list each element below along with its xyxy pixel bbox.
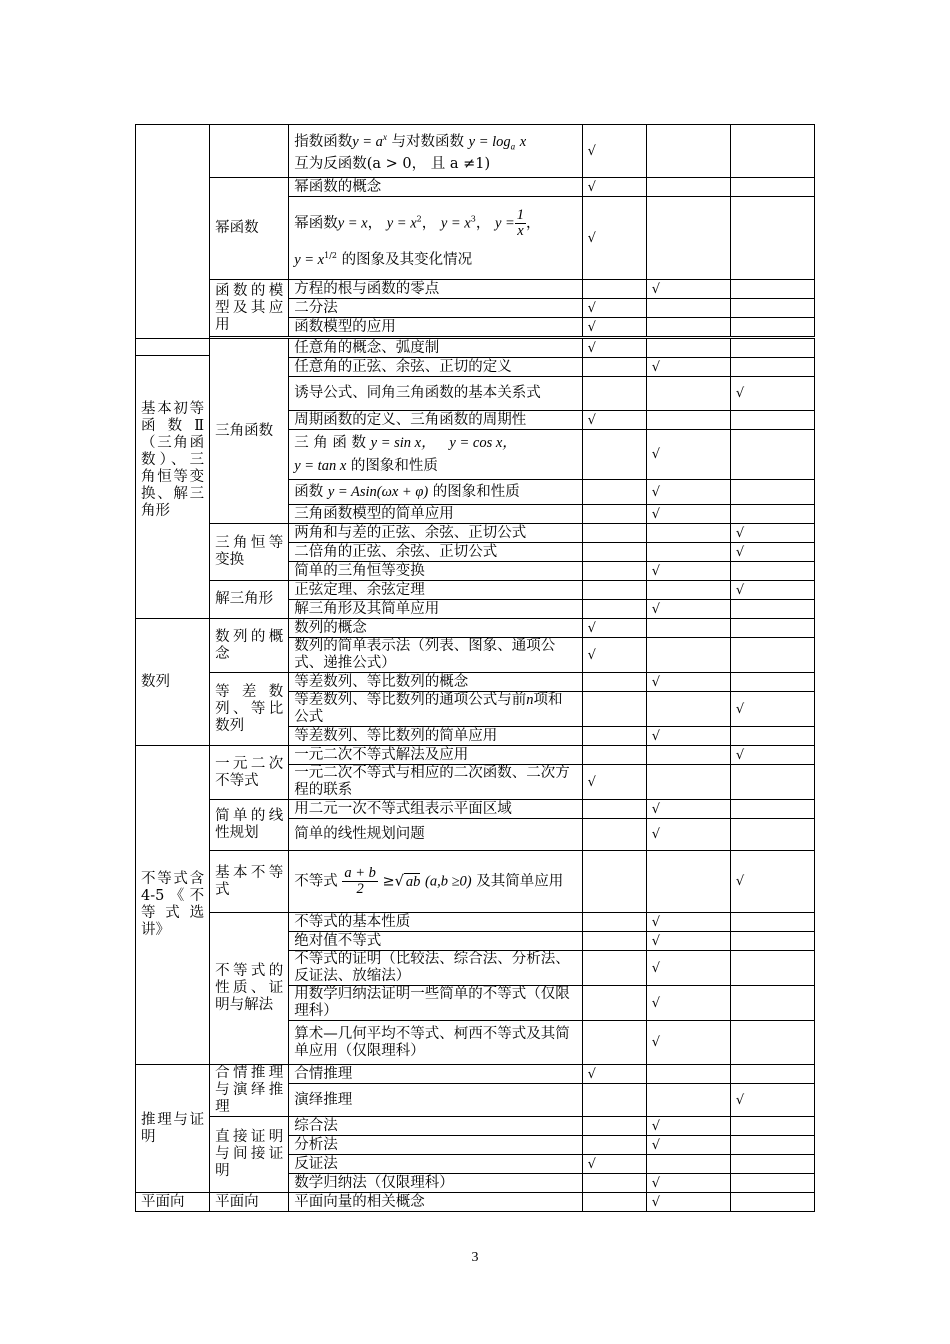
content-cell: 一元二次不等式解法及应用 (289, 746, 582, 765)
subsection-label: 直接证明与间接证明 (210, 1117, 289, 1193)
content-cell: 等差数列、等比数列的简单应用 (289, 727, 582, 746)
table-row (136, 178, 815, 197)
content-cell: 绝对值不等式 (289, 932, 582, 951)
check-mark: √ (646, 358, 730, 377)
content-cell: 一元二次不等式与相应的二次函数、二次方程的联系 (289, 765, 582, 800)
check-mark: √ (646, 727, 730, 746)
check-mark: √ (730, 377, 814, 411)
subsection-label: 三角函数 (210, 339, 289, 524)
subsection-label: 等差数列、等比数列 (210, 673, 289, 746)
check-mark: √ (646, 1117, 730, 1136)
table-row (136, 280, 815, 299)
subsection-label: 不等式的性质、证明与解法 (210, 913, 289, 1065)
table-row (136, 524, 815, 543)
content-cell: 数列的简单表示法（列表、图象、通项公式、递推公式） (289, 638, 582, 673)
check-mark: √ (646, 1193, 730, 1212)
section-label: 数列 (136, 619, 210, 746)
check-mark: √ (730, 543, 814, 562)
check-mark: √ (582, 1065, 646, 1084)
content-cell: 函数 y = Asin(ωx + φ) 的图象和性质 (289, 480, 582, 505)
page-number: 3 (471, 1250, 479, 1265)
check-mark: √ (646, 800, 730, 819)
check-mark: √ (646, 600, 730, 619)
section-label: 基本初等函数Ⅱ（三角函数）、三角恒等变换、解三角形 (136, 339, 210, 619)
content-cell: 三角函数模型的简单应用 (289, 505, 582, 524)
content-cell: 函数模型的应用 (289, 318, 582, 337)
content-cell: 二倍角的正弦、余弦、正切公式 (289, 543, 582, 562)
table-row (136, 913, 815, 932)
content-cell: 两角和与差的正弦、余弦、正切公式 (289, 524, 582, 543)
syllabus-table (135, 124, 815, 356)
content-cell: 幂函数y = x， $y = x^2$， $y = x^3$， y = $\frac{1}{x}$ ， $y = x^{1/2}$ 的图象及其变化情况 (289, 197, 582, 280)
section-label: 推理与证明 (136, 1065, 210, 1193)
content-cell: 不等式 $\frac{a + b}{2}$ ≥√ ab (a,b ≥0) 及其简单应用 (289, 851, 582, 913)
check-mark: √ (646, 430, 730, 480)
table-row (136, 125, 815, 178)
content-cell: 三 角 函 数 y = sin x， y = cos x， y = tan x 的图象和性质 (289, 430, 582, 480)
check-mark: √ (582, 1155, 646, 1174)
check-mark: √ (646, 932, 730, 951)
table-row (136, 1117, 815, 1136)
check-mark: √ (730, 851, 814, 913)
table-row (136, 1065, 815, 1084)
content-cell: 反证法 (289, 1155, 582, 1174)
syllabus-table-part2 (135, 338, 815, 1212)
subsection-label: 三角恒等变换 (210, 524, 289, 581)
subsection-cell-empty (210, 125, 289, 178)
content-cell: 任意角的正弦、余弦、正切的定义 (289, 358, 582, 377)
subsection-label: 基本不等式 (210, 851, 289, 913)
content-cell: 用数学归纳法证明一些简单的不等式（仅限理科） (289, 986, 582, 1021)
content-cell: 数学归纳法（仅限理科） (289, 1174, 582, 1193)
check-mark: √ (646, 505, 730, 524)
section-label: 不等式含4-5《不等式选讲》 (136, 746, 210, 1065)
content-cell: 平面向量的相关概念 (289, 1193, 582, 1212)
check-mark: √ (730, 581, 814, 600)
subsection-label: 平面向 (210, 1193, 289, 1212)
content-cell: 周期函数的定义、三角函数的周期性 (289, 411, 582, 430)
table-row (136, 800, 815, 819)
check-mark: √ (646, 819, 730, 851)
content-cell: 分析法 (289, 1136, 582, 1155)
subsection-label: 幂函数 (210, 178, 289, 280)
check-mark: √ (646, 986, 730, 1021)
content-cell: 简单的三角恒等变换 (289, 562, 582, 581)
content-cell: 二分法 (289, 299, 582, 318)
check-mark: √ (730, 1084, 814, 1117)
subsection-label: 函数的模型及其应用 (210, 280, 289, 337)
table-row (136, 1193, 815, 1212)
check-mark: √ (582, 125, 646, 178)
check-mark: √ (582, 765, 646, 800)
table-row (136, 851, 815, 913)
content-cell: 指数函数$y = a^x$ 与对数函数 $y = \log_a x$ 互为反函数(a > 0， 且 a ≠1) (289, 125, 582, 178)
check-mark: √ (646, 951, 730, 986)
table-row (136, 619, 815, 638)
check-mark: √ (646, 480, 730, 505)
content-cell: 数列的概念 (289, 619, 582, 638)
check-mark: √ (646, 1021, 730, 1065)
check-mark: √ (582, 197, 646, 280)
content-cell: 解三角形及其简单应用 (289, 600, 582, 619)
check-mark: √ (646, 280, 730, 299)
check-mark: √ (582, 339, 646, 358)
subsection-label: 一元二次不等式 (210, 746, 289, 800)
content-cell: 诱导公式、同角三角函数的基本关系式 (289, 377, 582, 411)
content-cell: 不等式的证明（比较法、综合法、分析法、反证法、放缩法） (289, 951, 582, 986)
content-cell: 简单的线性规划问题 (289, 819, 582, 851)
check-mark: √ (646, 1174, 730, 1193)
content-cell: 等差数列、等比数列的通项公式与前n项和公式 (289, 692, 582, 727)
section-label: 平面向 (136, 1193, 210, 1212)
check-mark: √ (582, 411, 646, 430)
check-mark: √ (582, 638, 646, 673)
content-cell: 等差数列、等比数列的概念 (289, 673, 582, 692)
check-mark: √ (582, 318, 646, 337)
content-cell: 不等式的基本性质 (289, 913, 582, 932)
check-mark: √ (646, 562, 730, 581)
check-mark: √ (730, 524, 814, 543)
table-row (136, 673, 815, 692)
subsection-label: 数列的概念 (210, 619, 289, 673)
content-cell: 方程的根与函数的零点 (289, 280, 582, 299)
section-cell-empty (136, 125, 210, 356)
subsection-label: 简单的线性规划 (210, 800, 289, 851)
check-mark: √ (582, 619, 646, 638)
check-mark: √ (646, 913, 730, 932)
content-cell: 任意角的概念、弧度制 (289, 339, 582, 358)
content-cell: 幂函数的概念 (289, 178, 582, 197)
check-mark: √ (582, 178, 646, 197)
table-row (136, 746, 815, 765)
content-cell: 用二元一次不等式组表示平面区域 (289, 800, 582, 819)
table-row (136, 339, 815, 358)
content-cell: 算术—几何平均不等式、柯西不等式及其简单应用（仅限理科） (289, 1021, 582, 1065)
content-cell: 演绎推理 (289, 1084, 582, 1117)
content-cell: 综合法 (289, 1117, 582, 1136)
content-cell: 正弦定理、余弦定理 (289, 581, 582, 600)
check-mark: √ (730, 746, 814, 765)
subsection-label: 合情推理与演绎推理 (210, 1065, 289, 1117)
check-mark: √ (646, 673, 730, 692)
check-mark: √ (646, 1136, 730, 1155)
table-row (136, 581, 815, 600)
check-mark: √ (730, 692, 814, 727)
subsection-label: 解三角形 (210, 581, 289, 619)
check-mark: √ (582, 299, 646, 318)
content-cell: 合情推理 (289, 1065, 582, 1084)
